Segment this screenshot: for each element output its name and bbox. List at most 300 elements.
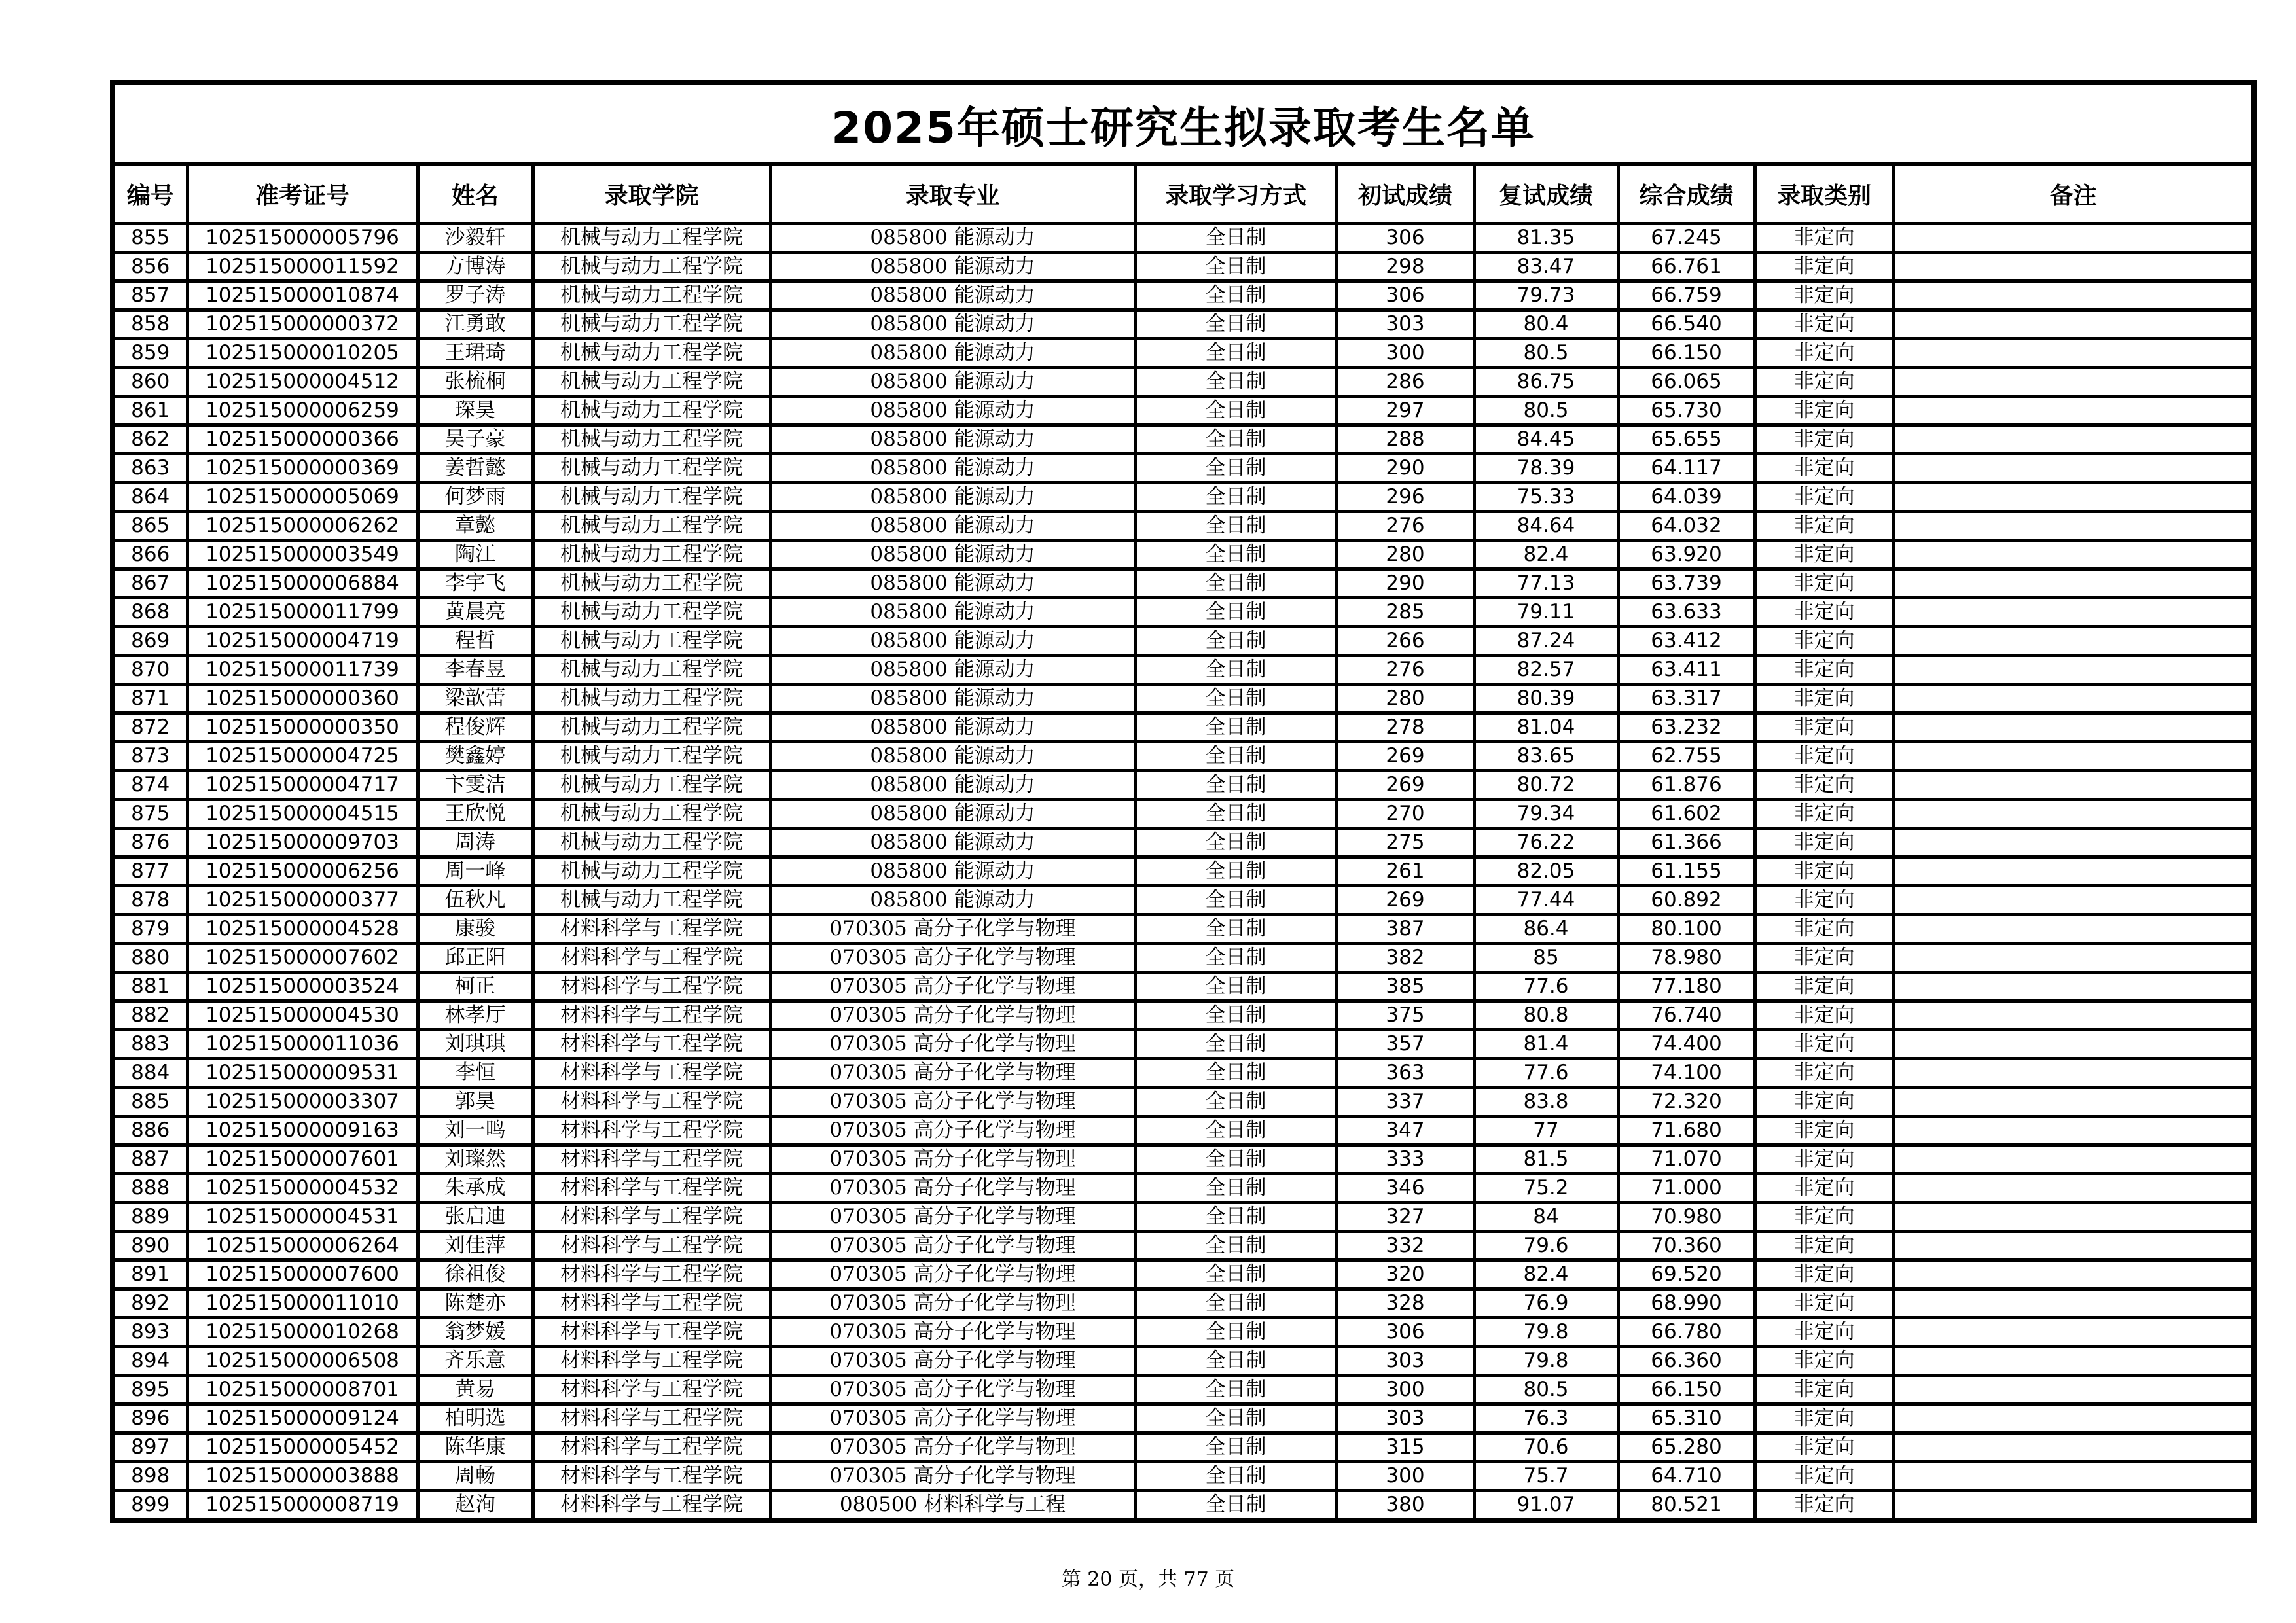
cell-mode: 全日制 (1135, 598, 1336, 627)
cell-mode: 全日制 (1135, 627, 1336, 656)
cell-name: 柯正 (418, 972, 533, 1001)
cell-initial_score: 275 (1336, 829, 1474, 857)
cell-mode: 全日制 (1135, 541, 1336, 569)
cell-retest_score: 80.5 (1474, 397, 1618, 425)
cell-major: 070305 高分子化学与物理 (770, 972, 1135, 1001)
cell-category: 非定向 (1755, 541, 1893, 569)
cell-mode: 全日制 (1135, 800, 1336, 829)
table-row (113, 685, 2254, 713)
cell-category: 非定向 (1755, 713, 1893, 742)
cell-major: 080500 材料科学与工程 (770, 1491, 1135, 1521)
cell-ticket: 102515000007600 (187, 1260, 418, 1289)
table-row (113, 944, 2254, 972)
cell-mode: 全日制 (1135, 857, 1336, 886)
cell-initial_score: 337 (1336, 1088, 1474, 1116)
cell-ticket: 102515000005452 (187, 1433, 418, 1462)
cell-major: 085800 能源动力 (770, 598, 1135, 627)
cell-no: 895 (113, 1376, 187, 1404)
table-row (113, 339, 2254, 368)
cell-initial_score: 306 (1336, 224, 1474, 253)
cell-name: 章懿 (418, 512, 533, 541)
cell-ticket: 102515000011036 (187, 1030, 418, 1059)
cell-ticket: 102515000011739 (187, 656, 418, 685)
cell-no: 879 (113, 915, 187, 944)
cell-no: 861 (113, 397, 187, 425)
cell-no: 858 (113, 310, 187, 339)
cell-remark (1893, 972, 2254, 1001)
cell-major: 085800 能源动力 (770, 339, 1135, 368)
cell-retest_score: 77.6 (1474, 972, 1618, 1001)
cell-major: 070305 高分子化学与物理 (770, 1404, 1135, 1433)
cell-initial_score: 266 (1336, 627, 1474, 656)
cell-overall_score: 74.100 (1618, 1059, 1755, 1088)
admission-roster-table (110, 80, 2257, 1523)
cell-remark (1893, 1030, 2254, 1059)
cell-no: 875 (113, 800, 187, 829)
table-row (113, 397, 2254, 425)
cell-ticket: 102515000004530 (187, 1001, 418, 1030)
cell-retest_score: 91.07 (1474, 1491, 1618, 1521)
cell-college: 材料科学与工程学院 (533, 1116, 770, 1145)
cell-remark (1893, 1203, 2254, 1232)
cell-remark (1893, 1433, 2254, 1462)
cell-initial_score: 382 (1336, 944, 1474, 972)
header-cell-name: 姓名 (418, 164, 533, 224)
cell-overall_score: 80.100 (1618, 915, 1755, 944)
cell-mode: 全日制 (1135, 310, 1336, 339)
cell-college: 机械与动力工程学院 (533, 598, 770, 627)
cell-college: 材料科学与工程学院 (533, 1462, 770, 1491)
cell-ticket: 102515000004532 (187, 1174, 418, 1203)
cell-mode: 全日制 (1135, 685, 1336, 713)
cell-remark (1893, 829, 2254, 857)
cell-no: 876 (113, 829, 187, 857)
cell-retest_score: 81.4 (1474, 1030, 1618, 1059)
cell-remark (1893, 598, 2254, 627)
cell-mode: 全日制 (1135, 829, 1336, 857)
cell-initial_score: 303 (1336, 1347, 1474, 1376)
cell-name: 樊鑫婷 (418, 742, 533, 771)
cell-remark (1893, 627, 2254, 656)
cell-no: 896 (113, 1404, 187, 1433)
table-row (113, 281, 2254, 310)
cell-initial_score: 298 (1336, 253, 1474, 281)
cell-name: 李宇飞 (418, 569, 533, 598)
cell-initial_score: 332 (1336, 1232, 1474, 1260)
cell-retest_score: 83.8 (1474, 1088, 1618, 1116)
cell-major: 085800 能源动力 (770, 771, 1135, 800)
cell-major: 070305 高分子化学与物理 (770, 1318, 1135, 1347)
cell-major: 085800 能源动力 (770, 569, 1135, 598)
cell-initial_score: 269 (1336, 742, 1474, 771)
cell-initial_score: 270 (1336, 800, 1474, 829)
cell-category: 非定向 (1755, 1289, 1893, 1318)
cell-category: 非定向 (1755, 685, 1893, 713)
cell-category: 非定向 (1755, 742, 1893, 771)
table-row (113, 886, 2254, 915)
cell-name: 伍秋凡 (418, 886, 533, 915)
cell-overall_score: 61.366 (1618, 829, 1755, 857)
cell-overall_score: 66.360 (1618, 1347, 1755, 1376)
cell-initial_score: 290 (1336, 569, 1474, 598)
table-row (113, 1174, 2254, 1203)
table-row (113, 1404, 2254, 1433)
cell-initial_score: 315 (1336, 1433, 1474, 1462)
cell-major: 070305 高分子化学与物理 (770, 1433, 1135, 1462)
header-cell-retest_score: 复试成绩 (1474, 164, 1618, 224)
cell-remark (1893, 1232, 2254, 1260)
cell-no: 868 (113, 598, 187, 627)
cell-overall_score: 64.117 (1618, 454, 1755, 483)
cell-college: 材料科学与工程学院 (533, 1491, 770, 1521)
cell-remark (1893, 541, 2254, 569)
cell-college: 机械与动力工程学院 (533, 541, 770, 569)
cell-college: 机械与动力工程学院 (533, 224, 770, 253)
cell-college: 材料科学与工程学院 (533, 1404, 770, 1433)
cell-remark (1893, 397, 2254, 425)
cell-mode: 全日制 (1135, 1347, 1336, 1376)
cell-ticket: 102515000006256 (187, 857, 418, 886)
cell-retest_score: 82.57 (1474, 656, 1618, 685)
cell-no: 872 (113, 713, 187, 742)
cell-overall_score: 63.920 (1618, 541, 1755, 569)
cell-remark (1893, 915, 2254, 944)
cell-overall_score: 69.520 (1618, 1260, 1755, 1289)
cell-no: 893 (113, 1318, 187, 1347)
cell-overall_score: 66.150 (1618, 1376, 1755, 1404)
cell-major: 070305 高分子化学与物理 (770, 1462, 1135, 1491)
cell-college: 材料科学与工程学院 (533, 1318, 770, 1347)
cell-category: 非定向 (1755, 1232, 1893, 1260)
cell-mode: 全日制 (1135, 368, 1336, 397)
cell-college: 机械与动力工程学院 (533, 483, 770, 512)
cell-category: 非定向 (1755, 1462, 1893, 1491)
cell-name: 陈华康 (418, 1433, 533, 1462)
table-row (113, 1030, 2254, 1059)
cell-remark (1893, 281, 2254, 310)
table-row (113, 1376, 2254, 1404)
cell-ticket: 102515000000372 (187, 310, 418, 339)
cell-college: 材料科学与工程学院 (533, 915, 770, 944)
cell-major: 070305 高分子化学与物理 (770, 1289, 1135, 1318)
cell-retest_score: 77 (1474, 1116, 1618, 1145)
cell-category: 非定向 (1755, 1203, 1893, 1232)
cell-name: 郭昊 (418, 1088, 533, 1116)
cell-mode: 全日制 (1135, 944, 1336, 972)
cell-name: 张启迪 (418, 1203, 533, 1232)
cell-no: 891 (113, 1260, 187, 1289)
cell-mode: 全日制 (1135, 1318, 1336, 1347)
cell-name: 陶江 (418, 541, 533, 569)
cell-major: 070305 高分子化学与物理 (770, 1030, 1135, 1059)
header-cell-major: 录取专业 (770, 164, 1135, 224)
cell-name: 陈楚亦 (418, 1289, 533, 1318)
cell-overall_score: 63.739 (1618, 569, 1755, 598)
cell-retest_score: 79.8 (1474, 1347, 1618, 1376)
cell-remark (1893, 1491, 2254, 1521)
cell-no: 865 (113, 512, 187, 541)
cell-major: 085800 能源动力 (770, 483, 1135, 512)
cell-overall_score: 70.360 (1618, 1232, 1755, 1260)
cell-initial_score: 333 (1336, 1145, 1474, 1174)
cell-overall_score: 78.980 (1618, 944, 1755, 972)
cell-ticket: 102515000006264 (187, 1232, 418, 1260)
cell-initial_score: 276 (1336, 512, 1474, 541)
cell-category: 非定向 (1755, 944, 1893, 972)
cell-remark (1893, 1318, 2254, 1347)
cell-retest_score: 81.04 (1474, 713, 1618, 742)
cell-college: 机械与动力工程学院 (533, 569, 770, 598)
cell-remark (1893, 713, 2254, 742)
cell-ticket: 102515000010205 (187, 339, 418, 368)
cell-ticket: 102515000007601 (187, 1145, 418, 1174)
cell-name: 柏明选 (418, 1404, 533, 1433)
cell-name: 齐乐意 (418, 1347, 533, 1376)
table-row (113, 1318, 2254, 1347)
cell-category: 非定向 (1755, 454, 1893, 483)
cell-initial_score: 296 (1336, 483, 1474, 512)
cell-major: 085800 能源动力 (770, 425, 1135, 454)
cell-overall_score: 63.232 (1618, 713, 1755, 742)
cell-retest_score: 75.7 (1474, 1462, 1618, 1491)
cell-major: 070305 高分子化学与物理 (770, 1116, 1135, 1145)
cell-college: 机械与动力工程学院 (533, 368, 770, 397)
cell-ticket: 102515000005069 (187, 483, 418, 512)
cell-college: 机械与动力工程学院 (533, 397, 770, 425)
cell-category: 非定向 (1755, 281, 1893, 310)
cell-category: 非定向 (1755, 1001, 1893, 1030)
table-row (113, 1088, 2254, 1116)
page-title: 2025年硕士研究生拟录取考生名单 (113, 82, 2254, 164)
cell-college: 机械与动力工程学院 (533, 627, 770, 656)
table-row (113, 1347, 2254, 1376)
cell-ticket: 102515000011799 (187, 598, 418, 627)
cell-retest_score: 80.4 (1474, 310, 1618, 339)
cell-overall_score: 64.710 (1618, 1462, 1755, 1491)
cell-overall_score: 63.412 (1618, 627, 1755, 656)
cell-overall_score: 71.680 (1618, 1116, 1755, 1145)
cell-major: 085800 能源动力 (770, 857, 1135, 886)
cell-overall_score: 68.990 (1618, 1289, 1755, 1318)
cell-retest_score: 75.33 (1474, 483, 1618, 512)
header-cell-mode: 录取学习方式 (1135, 164, 1336, 224)
cell-category: 非定向 (1755, 1347, 1893, 1376)
cell-college: 材料科学与工程学院 (533, 1232, 770, 1260)
cell-initial_score: 363 (1336, 1059, 1474, 1088)
cell-initial_score: 300 (1336, 1462, 1474, 1491)
cell-college: 机械与动力工程学院 (533, 253, 770, 281)
cell-mode: 全日制 (1135, 972, 1336, 1001)
cell-name: 徐祖俊 (418, 1260, 533, 1289)
cell-remark (1893, 1462, 2254, 1491)
cell-college: 材料科学与工程学院 (533, 1174, 770, 1203)
cell-mode: 全日制 (1135, 1116, 1336, 1145)
cell-overall_score: 65.655 (1618, 425, 1755, 454)
cell-mode: 全日制 (1135, 281, 1336, 310)
cell-name: 姜哲懿 (418, 454, 533, 483)
cell-college: 材料科学与工程学院 (533, 972, 770, 1001)
cell-mode: 全日制 (1135, 1433, 1336, 1462)
cell-initial_score: 320 (1336, 1260, 1474, 1289)
cell-major: 070305 高分子化学与物理 (770, 1347, 1135, 1376)
cell-retest_score: 82.4 (1474, 541, 1618, 569)
cell-ticket: 102515000006262 (187, 512, 418, 541)
cell-retest_score: 83.65 (1474, 742, 1618, 771)
cell-retest_score: 76.3 (1474, 1404, 1618, 1433)
cell-major: 085800 能源动力 (770, 886, 1135, 915)
cell-overall_score: 64.039 (1618, 483, 1755, 512)
cell-major: 085800 能源动力 (770, 713, 1135, 742)
table-row (113, 1203, 2254, 1232)
cell-overall_score: 71.000 (1618, 1174, 1755, 1203)
cell-no: 867 (113, 569, 187, 598)
cell-remark (1893, 310, 2254, 339)
cell-mode: 全日制 (1135, 454, 1336, 483)
cell-name: 卞雯洁 (418, 771, 533, 800)
cell-category: 非定向 (1755, 1376, 1893, 1404)
cell-no: 871 (113, 685, 187, 713)
cell-ticket: 102515000008719 (187, 1491, 418, 1521)
cell-major: 070305 高分子化学与物理 (770, 915, 1135, 944)
cell-ticket: 102515000007602 (187, 944, 418, 972)
cell-name: 程哲 (418, 627, 533, 656)
cell-remark (1893, 1116, 2254, 1145)
cell-category: 非定向 (1755, 1174, 1893, 1203)
cell-retest_score: 82.05 (1474, 857, 1618, 886)
cell-remark (1893, 1088, 2254, 1116)
cell-mode: 全日制 (1135, 512, 1336, 541)
cell-college: 机械与动力工程学院 (533, 886, 770, 915)
cell-remark (1893, 886, 2254, 915)
cell-name: 朱承成 (418, 1174, 533, 1203)
cell-overall_score: 71.070 (1618, 1145, 1755, 1174)
cell-ticket: 102515000010874 (187, 281, 418, 310)
cell-college: 机械与动力工程学院 (533, 310, 770, 339)
cell-retest_score: 84 (1474, 1203, 1618, 1232)
cell-mode: 全日制 (1135, 1030, 1336, 1059)
cell-retest_score: 79.34 (1474, 800, 1618, 829)
table-row (113, 368, 2254, 397)
cell-no: 866 (113, 541, 187, 569)
table-row (113, 800, 2254, 829)
cell-name: 王珺琦 (418, 339, 533, 368)
cell-no: 892 (113, 1289, 187, 1318)
cell-mode: 全日制 (1135, 253, 1336, 281)
cell-remark (1893, 483, 2254, 512)
cell-retest_score: 81.5 (1474, 1145, 1618, 1174)
cell-mode: 全日制 (1135, 1462, 1336, 1491)
table-row (113, 742, 2254, 771)
cell-no: 856 (113, 253, 187, 281)
cell-category: 非定向 (1755, 915, 1893, 944)
cell-category: 非定向 (1755, 1404, 1893, 1433)
cell-overall_score: 65.310 (1618, 1404, 1755, 1433)
cell-remark (1893, 771, 2254, 800)
cell-retest_score: 79.8 (1474, 1318, 1618, 1347)
cell-initial_score: 328 (1336, 1289, 1474, 1318)
cell-overall_score: 66.065 (1618, 368, 1755, 397)
cell-major: 070305 高分子化学与物理 (770, 1059, 1135, 1088)
cell-retest_score: 80.39 (1474, 685, 1618, 713)
table-row (113, 1260, 2254, 1289)
cell-overall_score: 66.540 (1618, 310, 1755, 339)
cell-overall_score: 76.740 (1618, 1001, 1755, 1030)
cell-remark (1893, 339, 2254, 368)
table-row (113, 1491, 2254, 1521)
cell-major: 085800 能源动力 (770, 368, 1135, 397)
cell-overall_score: 77.180 (1618, 972, 1755, 1001)
cell-ticket: 102515000000360 (187, 685, 418, 713)
cell-overall_score: 61.155 (1618, 857, 1755, 886)
cell-mode: 全日制 (1135, 1059, 1336, 1088)
cell-major: 085800 能源动力 (770, 541, 1135, 569)
cell-mode: 全日制 (1135, 1404, 1336, 1433)
cell-ticket: 102515000006508 (187, 1347, 418, 1376)
cell-retest_score: 79.11 (1474, 598, 1618, 627)
cell-overall_score: 66.780 (1618, 1318, 1755, 1347)
cell-initial_score: 385 (1336, 972, 1474, 1001)
cell-overall_score: 72.320 (1618, 1088, 1755, 1116)
cell-category: 非定向 (1755, 512, 1893, 541)
cell-initial_score: 261 (1336, 857, 1474, 886)
cell-initial_score: 303 (1336, 310, 1474, 339)
cell-major: 085800 能源动力 (770, 397, 1135, 425)
cell-name: 沙毅轩 (418, 224, 533, 253)
cell-retest_score: 86.75 (1474, 368, 1618, 397)
cell-remark (1893, 1289, 2254, 1318)
cell-no: 883 (113, 1030, 187, 1059)
cell-mode: 全日制 (1135, 1145, 1336, 1174)
cell-remark (1893, 1404, 2254, 1433)
cell-major: 085800 能源动力 (770, 829, 1135, 857)
cell-ticket: 102515000009163 (187, 1116, 418, 1145)
cell-major: 070305 高分子化学与物理 (770, 1376, 1135, 1404)
cell-mode: 全日制 (1135, 656, 1336, 685)
cell-name: 黄易 (418, 1376, 533, 1404)
cell-category: 非定向 (1755, 1116, 1893, 1145)
cell-name: 翁梦媛 (418, 1318, 533, 1347)
cell-name: 刘璨然 (418, 1145, 533, 1174)
table-row (113, 915, 2254, 944)
cell-major: 085800 能源动力 (770, 310, 1135, 339)
cell-ticket: 102515000004528 (187, 915, 418, 944)
cell-college: 材料科学与工程学院 (533, 1001, 770, 1030)
header-cell-initial_score: 初试成绩 (1336, 164, 1474, 224)
cell-overall_score: 66.759 (1618, 281, 1755, 310)
cell-major: 085800 能源动力 (770, 800, 1135, 829)
cell-remark (1893, 1376, 2254, 1404)
cell-remark (1893, 454, 2254, 483)
cell-no: 888 (113, 1174, 187, 1203)
cell-major: 070305 高分子化学与物理 (770, 1232, 1135, 1260)
cell-mode: 全日制 (1135, 1232, 1336, 1260)
cell-initial_score: 387 (1336, 915, 1474, 944)
cell-initial_score: 346 (1336, 1174, 1474, 1203)
cell-retest_score: 83.47 (1474, 253, 1618, 281)
cell-name: 张梳桐 (418, 368, 533, 397)
cell-remark (1893, 425, 2254, 454)
cell-major: 070305 高分子化学与物理 (770, 1145, 1135, 1174)
table-row (113, 224, 2254, 253)
cell-category: 非定向 (1755, 368, 1893, 397)
cell-mode: 全日制 (1135, 425, 1336, 454)
cell-name: 刘琪琪 (418, 1030, 533, 1059)
cell-initial_score: 300 (1336, 339, 1474, 368)
table-row (113, 310, 2254, 339)
cell-major: 085800 能源动力 (770, 253, 1135, 281)
cell-initial_score: 286 (1336, 368, 1474, 397)
cell-name: 赵洵 (418, 1491, 533, 1521)
